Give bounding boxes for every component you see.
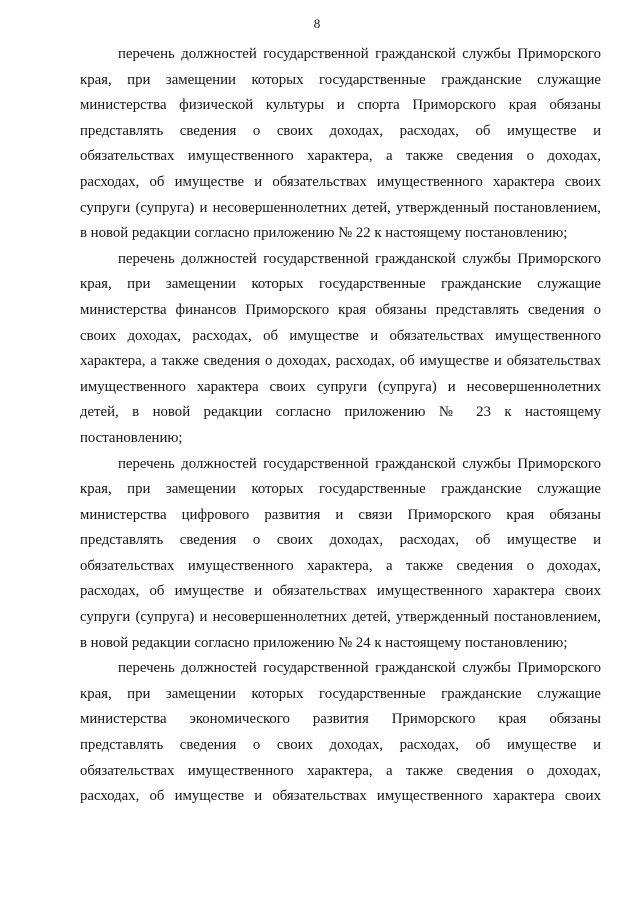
text-line: перечень должностей государственной гражданской службы Приморского: [118, 46, 601, 62]
text-line: министерства физической культуры и спорта Приморского края обязаны: [80, 97, 601, 114]
text-line: обязательствах имущественного характера, а также сведения о доходах,: [80, 762, 601, 779]
text-line: своих доходах, расходах, об имуществе и обязательствах имущественного: [80, 327, 601, 344]
text-line: перечень должностей государственной гражданской службы Приморского: [118, 455, 601, 472]
text-line: министерства экономического развития Приморского края обязаны: [80, 711, 601, 728]
text-line: перечень должностей государственной гражданской службы Приморского: [118, 660, 601, 677]
text-line: в новой редакции согласно приложению № 22 к настоящему постановлению;: [80, 225, 568, 242]
text-line: имущественного характера своих супруги (супруга) и несовершеннолетних: [80, 378, 601, 395]
text-line: края, при замещении которых государственные гражданские служащие: [80, 71, 601, 88]
text-line: в новой редакции согласно приложению № 24 к настоящему постановлению;: [80, 634, 568, 651]
text-line: обязательствах имущественного характера, а также сведения о доходах,: [80, 557, 601, 574]
text-line: супруги (супруга) и несовершеннолетних детей, утвержденный постановлением,: [80, 609, 601, 626]
document-body: [80, 42, 601, 810]
text-line: представлять сведения о своих доходах, расходах, об имуществе и: [80, 737, 601, 754]
text-line: министерства цифрового развития и связи Приморского края обязаны: [80, 506, 601, 523]
text-line: характера, а также сведения о доходах, расходах, об имуществе и обязательствах: [80, 353, 601, 370]
page-number: 8: [313, 16, 321, 31]
text-line: представлять сведения о своих доходах, расходах, об имуществе и: [80, 122, 601, 139]
text-line: обязательствах имущественного характера, а также сведения о доходах,: [80, 148, 601, 165]
paragraph: [80, 452, 601, 657]
text-line: края, при замещении которых государственные гражданские служащие: [80, 276, 601, 293]
text-line: края, при замещении которых государственные гражданские служащие: [80, 685, 601, 702]
text-line: края, при замещении которых государственные гражданские служащие: [80, 481, 601, 498]
paragraph: [80, 247, 601, 452]
text-line: расходах, об имуществе и обязательствах имущественного характера своих: [80, 173, 601, 190]
text-line: расходах, об имуществе и обязательствах имущественного характера своих: [80, 788, 601, 805]
text-line: расходах, об имуществе и обязательствах имущественного характера своих: [80, 583, 601, 600]
text-line: супруги (супруга) и несовершеннолетних детей, утвержденный постановлением,: [80, 199, 601, 216]
text-line: перечень должностей государственной гражданской службы Приморского: [118, 250, 601, 267]
text-line: детей, в новой редакции согласно приложению № 23 к настоящему: [80, 404, 601, 421]
text-line: представлять сведения о своих доходах, расходах, об имуществе и: [80, 532, 601, 549]
paragraph: [80, 656, 601, 810]
paragraph: [80, 42, 601, 247]
text-line: постановлению;: [80, 429, 183, 446]
text-line: министерства финансов Приморского края обязаны представлять сведения о: [80, 301, 601, 318]
